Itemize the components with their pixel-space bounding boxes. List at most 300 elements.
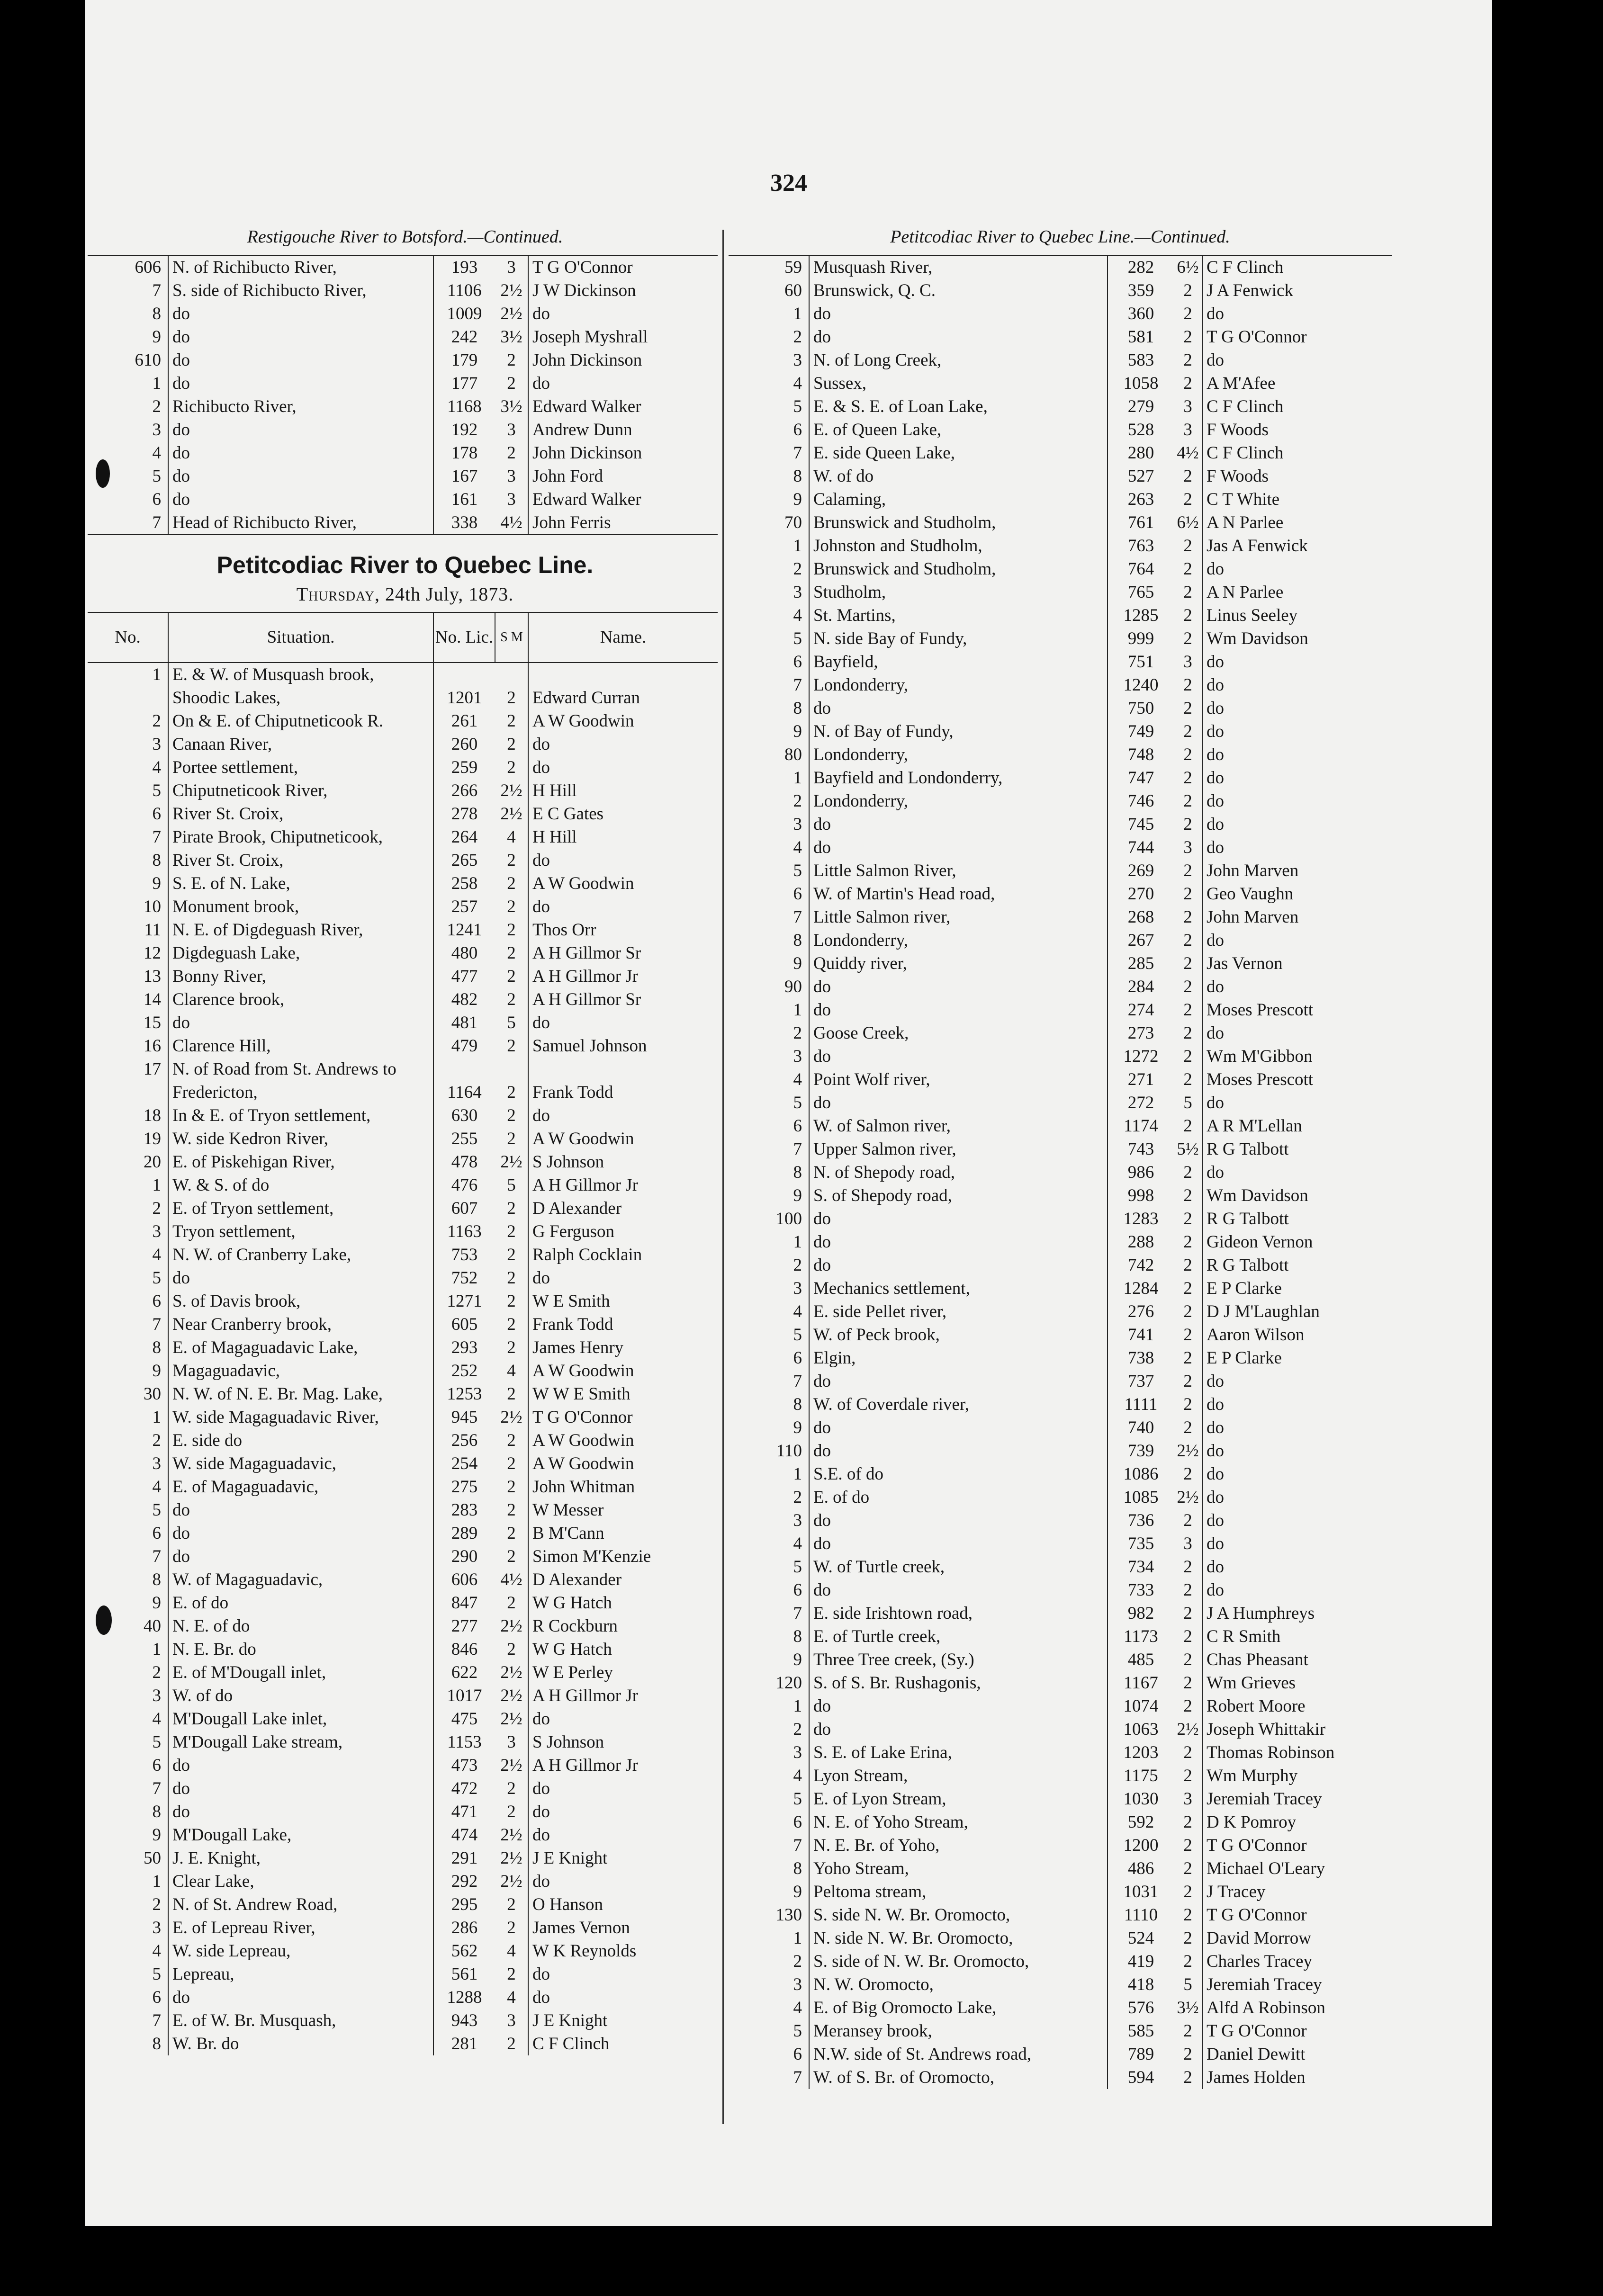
row-square-miles: 2	[507, 1245, 516, 1265]
row-situation: do	[168, 441, 433, 465]
table-row	[88, 709, 718, 733]
row-square-miles: 2	[1183, 1766, 1192, 1785]
row-situation: Clarence Hill,	[168, 1034, 433, 1058]
row-name: John Ferris	[528, 511, 718, 535]
row-name: Edward Walker	[528, 395, 718, 418]
row-licence-number: 193	[433, 255, 495, 279]
table-row	[729, 604, 1392, 627]
row-situation: N. W. Oromocto,	[809, 1973, 1108, 1996]
row-licence-number: 167	[433, 465, 495, 488]
row-number: 3	[152, 1221, 161, 1241]
row-name: Joseph Whittakir	[1202, 1718, 1392, 1741]
row-situation: do	[168, 1498, 433, 1522]
row-number: 6	[793, 420, 802, 439]
row-name: Jeremiah Tracey	[1202, 1787, 1392, 1811]
row-licence-number: 1017	[433, 1684, 495, 1707]
row-licence-number: 527	[1108, 465, 1174, 488]
row-name: A W Goodwin	[528, 1359, 718, 1382]
row-licence-number: 1167	[1108, 1671, 1174, 1695]
row-licence-number: 275	[433, 1475, 495, 1498]
row-number: 60	[784, 280, 802, 300]
row-name: do	[1202, 1555, 1392, 1578]
left-column	[88, 223, 722, 2055]
row-licence-number: 745	[1108, 813, 1174, 836]
row-number: 2	[793, 791, 802, 811]
row-name: A N Parlee	[1202, 511, 1392, 534]
table-row	[88, 1522, 718, 1545]
row-number: 1	[793, 536, 802, 556]
table-row	[729, 1764, 1392, 1787]
row-licence-number: 279	[1108, 395, 1174, 418]
table-row	[88, 255, 718, 279]
row-number: 18	[144, 1105, 161, 1125]
row-situation: Johnston and Studholm,	[809, 534, 1108, 557]
row-licence-number: 266	[433, 779, 495, 802]
table-row	[729, 372, 1392, 395]
row-licence-number: 471	[433, 1800, 495, 1823]
table-row	[88, 872, 718, 895]
row-situation: N. E. Br. do	[168, 1638, 433, 1661]
row-square-miles: 2	[507, 1523, 516, 1543]
table-row	[88, 1336, 718, 1359]
row-square-miles: 2½	[500, 804, 522, 824]
table-row	[729, 1439, 1392, 1462]
row-situation: W. of Turtle creek,	[809, 1555, 1108, 1578]
row-situation: Londonderry,	[809, 929, 1108, 952]
row-name: do	[1202, 650, 1392, 673]
row-square-miles: 2	[507, 920, 516, 940]
row-number: 9	[793, 721, 802, 741]
row-name: do	[1202, 1462, 1392, 1486]
row-number: 9	[152, 1361, 161, 1381]
table-row	[729, 650, 1392, 673]
row-situation: N. of Shepody road,	[809, 1161, 1108, 1184]
row-licence-number: 986	[1108, 1161, 1174, 1184]
row-name: Daniel Dewitt	[1202, 2043, 1392, 2066]
row-number: 7	[793, 2067, 802, 2087]
table-row	[729, 1811, 1392, 1834]
row-situation: E. of Turtle creek,	[809, 1625, 1108, 1648]
row-square-miles: 2	[1183, 1650, 1192, 1669]
row-licence-number: 285	[1108, 952, 1174, 975]
table-row	[729, 1068, 1392, 1091]
table-row	[88, 465, 718, 488]
row-situation: do	[168, 349, 433, 372]
right-licence-table	[729, 255, 1392, 2089]
row-square-miles: 2½	[1177, 1441, 1199, 1461]
row-situation: River St. Croix,	[168, 802, 433, 825]
table-row	[729, 557, 1392, 581]
row-number: 3	[793, 1046, 802, 1066]
row-square-miles: 2	[1183, 1858, 1192, 1878]
row-name: J Tracey	[1202, 1880, 1392, 1903]
row-licence-number: 750	[1108, 697, 1174, 720]
row-square-miles: 2	[1183, 1046, 1192, 1066]
table-row	[88, 1847, 718, 1870]
row-situation: do	[809, 1254, 1108, 1277]
row-situation: do	[809, 1439, 1108, 1462]
table-row	[88, 918, 718, 942]
row-square-miles: 2	[1183, 2067, 1192, 2087]
row-number: 1	[152, 664, 161, 684]
row-licence-number: 739	[1108, 1439, 1174, 1462]
row-situation: Elgin,	[809, 1346, 1108, 1370]
row-name: Thos Orr	[528, 918, 718, 942]
row-licence-number: 1074	[1108, 1695, 1174, 1718]
row-situation: W. side Lepreau,	[168, 1939, 433, 1963]
row-number: 3	[152, 734, 161, 754]
row-number: 7	[793, 1835, 802, 1855]
row-number: 5	[152, 1732, 161, 1752]
table-row	[729, 1254, 1392, 1277]
row-licence-number: 271	[1108, 1068, 1174, 1091]
row-situation: do	[809, 1718, 1108, 1741]
row-name: Linus Seeley	[1202, 604, 1392, 627]
row-situation: River St. Croix,	[168, 849, 433, 872]
row-number: 3	[152, 1453, 161, 1473]
row-square-miles: 2	[1183, 1325, 1192, 1345]
table-row	[88, 1081, 718, 1104]
row-situation: E. side Queen Lake,	[809, 441, 1108, 465]
row-name: do	[528, 1986, 718, 2009]
row-name: do	[528, 1104, 718, 1127]
row-name: H Hill	[528, 779, 718, 802]
row-square-miles: 2½	[500, 304, 522, 323]
table-row	[88, 1800, 718, 1823]
row-situation: Magaguadavic,	[168, 1359, 433, 1382]
row-name: Wm Murphy	[1202, 1764, 1392, 1787]
row-square-miles: 2	[1183, 536, 1192, 556]
row-situation: Canaan River,	[168, 733, 433, 756]
row-number: 6	[152, 1987, 161, 2007]
row-name: Geo Vaughn	[1202, 882, 1392, 906]
row-situation: Bayfield,	[809, 650, 1108, 673]
row-name: do	[528, 1777, 718, 1800]
row-name: David Morrow	[1202, 1927, 1392, 1950]
row-name: A H Gillmor Jr	[528, 965, 718, 988]
row-number: 2	[793, 559, 802, 579]
row-name: Moses Prescott	[1202, 1068, 1392, 1091]
row-situation: N. of Road from St. Andrews to	[168, 1058, 433, 1081]
row-licence-number: 264	[433, 825, 495, 849]
row-square-miles: 2	[1183, 1278, 1192, 1298]
row-licence-number: 252	[433, 1359, 495, 1382]
row-number: 9	[152, 873, 161, 893]
row-situation: do	[809, 1532, 1108, 1555]
table-row	[729, 2043, 1392, 2066]
table-row	[729, 441, 1392, 465]
row-name: T G O'Connor	[1202, 2019, 1392, 2043]
row-name: S Johnson	[528, 1150, 718, 1174]
table-row	[729, 1045, 1392, 1068]
table-row	[729, 1230, 1392, 1254]
row-number: 7	[152, 1778, 161, 1798]
row-licence-number: 256	[433, 1429, 495, 1452]
section-date-day: Thursday	[296, 583, 375, 605]
row-situation: W. of Salmon river,	[809, 1114, 1108, 1138]
table-row	[729, 255, 1392, 279]
row-situation: N. of Long Creek,	[809, 349, 1108, 372]
row-name: Jas A Fenwick	[1202, 534, 1392, 557]
row-number: 80	[784, 744, 802, 764]
table-row	[729, 952, 1392, 975]
row-number: 40	[144, 1616, 161, 1636]
row-number: 13	[144, 966, 161, 986]
table-row	[88, 441, 718, 465]
table-row	[729, 1857, 1392, 1880]
row-licence-number: 479	[433, 1034, 495, 1058]
left-continued-table	[88, 255, 718, 535]
row-situation: N. side N. W. Br. Oromocto,	[809, 1927, 1108, 1950]
row-number: 8	[793, 1162, 802, 1182]
row-situation: do	[809, 1578, 1108, 1602]
row-number: 9	[793, 1650, 802, 1669]
row-square-miles: 2	[507, 1894, 516, 1914]
row-licence-number: 998	[1108, 1184, 1174, 1207]
row-number: 4	[793, 1998, 802, 2018]
row-number: 1	[793, 1000, 802, 1020]
row-number: 4	[793, 837, 802, 857]
row-square-miles: 2	[1183, 1232, 1192, 1252]
row-number: 606	[135, 257, 161, 277]
row-number: 1	[793, 1464, 802, 1484]
row-square-miles: 2	[1183, 884, 1192, 904]
row-situation: W. of do	[809, 465, 1108, 488]
row-name: Wm M'Gibbon	[1202, 1045, 1392, 1068]
row-square-miles: 3	[507, 420, 516, 439]
row-name: C F Clinch	[1202, 395, 1392, 418]
row-square-miles: 3½	[1177, 1998, 1199, 2018]
row-number: 15	[144, 1013, 161, 1032]
row-number: 1	[793, 304, 802, 323]
row-number: 8	[152, 2034, 161, 2054]
row-licence-number: 789	[1108, 2043, 1174, 2066]
row-number: 7	[152, 1314, 161, 1334]
row-situation: E. & S. E. of Loan Lake,	[809, 395, 1108, 418]
row-licence-number: 270	[1108, 882, 1174, 906]
row-situation: do	[168, 325, 433, 349]
row-situation: N. side Bay of Fundy,	[809, 627, 1108, 650]
row-number: 1	[152, 1407, 161, 1427]
row-name: W K Reynolds	[528, 1939, 718, 1963]
row-number: 11	[144, 920, 161, 940]
row-situation: W. of S. Br. of Oromocto,	[809, 2066, 1108, 2089]
row-licence-number: 576	[1108, 1996, 1174, 2019]
header-no: No.	[88, 612, 168, 663]
row-licence-number: 338	[433, 511, 495, 535]
row-square-miles: 2	[507, 1430, 516, 1450]
row-licence-number: 475	[433, 1707, 495, 1731]
table-row	[729, 2019, 1392, 2043]
row-situation: Peltoma stream,	[809, 1880, 1108, 1903]
row-number: 5	[793, 1789, 802, 1809]
row-square-miles: 2	[507, 1036, 516, 1056]
row-number: 14	[144, 989, 161, 1009]
row-licence-number: 1063	[1108, 1718, 1174, 1741]
row-number: 6	[793, 2044, 802, 2064]
row-number: 4	[793, 373, 802, 393]
table-row	[88, 1498, 718, 1522]
row-number: 8	[793, 466, 802, 486]
table-row	[729, 511, 1392, 534]
row-licence-number: 290	[433, 1545, 495, 1568]
row-name: H Hill	[528, 825, 718, 849]
row-situation: E. of Piskehigan River,	[168, 1150, 433, 1174]
row-situation: do	[809, 1045, 1108, 1068]
row-situation: Shoodic Lakes,	[168, 686, 433, 709]
row-situation: Portee settlement,	[168, 756, 433, 779]
section-title: Petitcodiac River to Quebec Line.	[216, 552, 594, 578]
table-row	[729, 534, 1392, 557]
row-square-miles: 2	[1183, 1928, 1192, 1948]
table-row	[729, 1509, 1392, 1532]
table-row	[88, 942, 718, 965]
row-name: do	[1202, 929, 1392, 952]
row-situation: E. of Lyon Stream,	[809, 1787, 1108, 1811]
row-situation: Yoho Stream,	[809, 1857, 1108, 1880]
table-row	[729, 1370, 1392, 1393]
row-licence-number: 748	[1108, 743, 1174, 766]
row-situation: do	[168, 465, 433, 488]
row-number: 7	[793, 907, 802, 927]
section-date-rest: , 24th July, 1873.	[375, 583, 514, 605]
header-lic: No. Lic.	[433, 612, 495, 663]
row-situation: do	[168, 418, 433, 441]
table-row	[729, 1323, 1392, 1346]
row-square-miles: 2	[507, 1477, 516, 1497]
row-situation: do	[168, 1545, 433, 1568]
row-square-miles	[495, 663, 528, 686]
row-square-miles: 2	[1183, 559, 1192, 579]
row-licence-number: 1110	[1108, 1903, 1174, 1927]
row-name: John Whitman	[528, 1475, 718, 1498]
row-square-miles: 3	[1183, 396, 1192, 416]
row-number: 7	[793, 1371, 802, 1391]
row-number: 6	[152, 489, 161, 509]
row-licence-number: 1253	[433, 1382, 495, 1406]
row-number: 3	[793, 1510, 802, 1530]
row-number: 5	[793, 1325, 802, 1345]
row-licence-number: 751	[1108, 650, 1174, 673]
row-square-miles: 2	[1183, 1673, 1192, 1693]
row-number: 6	[793, 1812, 802, 1832]
header-sm: S M	[495, 612, 528, 663]
row-name: do	[1202, 302, 1392, 325]
row-square-miles: 3	[1183, 837, 1192, 857]
row-name: A H Gillmor Jr	[528, 1174, 718, 1197]
row-licence-number: 292	[433, 1870, 495, 1893]
row-licence-number: 258	[433, 872, 495, 895]
row-name: A W Goodwin	[528, 709, 718, 733]
row-name: A W Goodwin	[528, 1429, 718, 1452]
row-licence-number: 846	[433, 1638, 495, 1661]
row-situation: M'Dougall Lake,	[168, 1823, 433, 1847]
table-row	[729, 325, 1392, 349]
row-situation: Fredericton,	[168, 1081, 433, 1104]
row-square-miles: 2	[507, 734, 516, 754]
table-row	[88, 1452, 718, 1475]
row-square-miles: 2½	[1177, 1487, 1199, 1507]
row-licence-number: 261	[433, 709, 495, 733]
table-row	[729, 673, 1392, 697]
row-name: do	[1202, 1578, 1392, 1602]
row-number: 7	[152, 512, 161, 532]
row-name	[528, 1058, 718, 1081]
row-licence-number: 752	[433, 1266, 495, 1290]
row-square-miles: 2	[1183, 768, 1192, 788]
row-square-miles	[495, 1058, 528, 1081]
row-number: 3	[152, 1918, 161, 1937]
row-licence-number: 242	[433, 325, 495, 349]
row-number: 90	[784, 977, 802, 996]
row-square-miles: 2	[507, 757, 516, 777]
row-number: 7	[152, 827, 161, 847]
row-name: Moses Prescott	[1202, 998, 1392, 1022]
table-row	[729, 859, 1392, 882]
row-square-miles: 2	[1183, 861, 1192, 880]
row-situation: Lepreau,	[168, 1963, 433, 1986]
row-situation: do	[809, 975, 1108, 998]
row-name: do	[1202, 836, 1392, 859]
row-licence-number: 474	[433, 1823, 495, 1847]
row-licence-number: 1285	[1108, 604, 1174, 627]
table-row	[729, 1834, 1392, 1857]
table-row	[88, 1591, 718, 1614]
row-licence-number: 1174	[1108, 1114, 1174, 1138]
table-row	[729, 1903, 1392, 1927]
row-licence-number: 286	[433, 1916, 495, 1939]
table-row	[729, 279, 1392, 302]
row-situation: St. Martins,	[809, 604, 1108, 627]
row-number: 5	[152, 1268, 161, 1288]
row-name: John Dickinson	[528, 349, 718, 372]
table-row	[88, 325, 718, 349]
row-square-miles: 2	[1183, 1023, 1192, 1043]
row-number: 2	[152, 711, 161, 731]
table-row	[88, 1382, 718, 1406]
row-name: John Marven	[1202, 859, 1392, 882]
table-row	[88, 733, 718, 756]
table-row	[88, 895, 718, 918]
row-situation: Tryon settlement,	[168, 1220, 433, 1243]
table-row	[88, 1939, 718, 1963]
row-situation: S.E. of do	[809, 1462, 1108, 1486]
table-row	[729, 1950, 1392, 1973]
row-square-miles: 2	[1183, 1348, 1192, 1368]
row-number: 2	[152, 396, 161, 416]
row-licence-number: 753	[433, 1243, 495, 1266]
row-licence-number: 276	[1108, 1300, 1174, 1323]
row-licence-number: 761	[1108, 511, 1174, 534]
table-row	[88, 1406, 718, 1429]
table-row	[729, 1462, 1392, 1486]
table-row	[88, 1661, 718, 1684]
row-licence-number: 1058	[1108, 372, 1174, 395]
row-situation: N. of Bay of Fundy,	[809, 720, 1108, 743]
row-licence-number: 263	[1108, 488, 1174, 511]
row-number: 19	[144, 1129, 161, 1148]
row-square-miles: 2	[1183, 605, 1192, 625]
row-square-miles: 3	[507, 489, 516, 509]
row-square-miles: 2	[1183, 953, 1192, 973]
row-situation: Brunswick and Studholm,	[809, 557, 1108, 581]
row-situation: Three Tree creek, (Sy.)	[809, 1648, 1108, 1671]
row-name: do	[1202, 1022, 1392, 1045]
table-row	[729, 1300, 1392, 1323]
row-number: 5	[152, 1964, 161, 1984]
row-number: 9	[793, 1185, 802, 1205]
row-square-miles: 2	[1183, 489, 1192, 509]
